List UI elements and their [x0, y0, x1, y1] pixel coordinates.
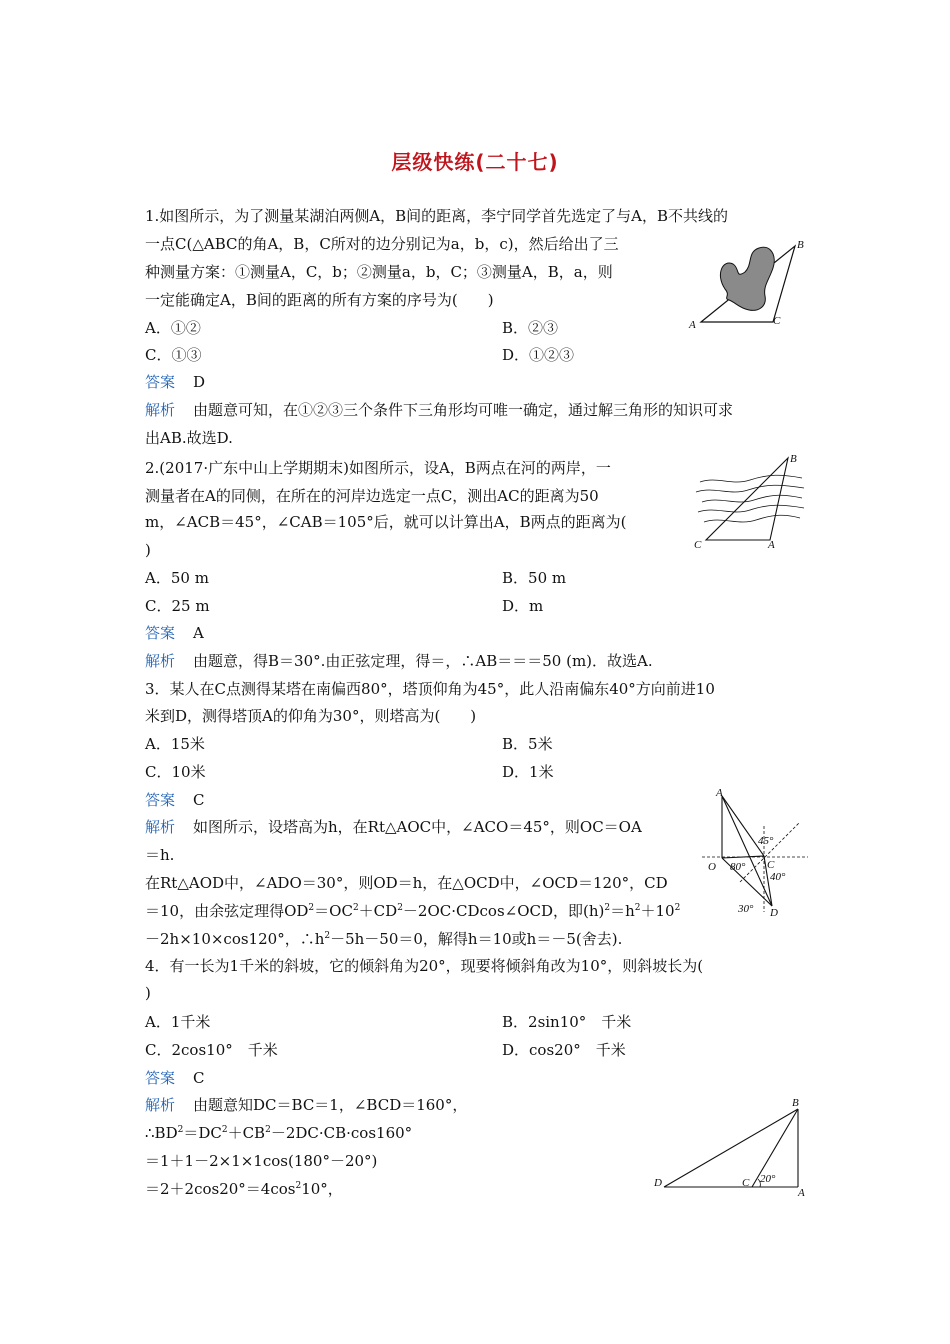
q1-analysis-line-2: 出AB.故选D.	[145, 429, 233, 447]
q4-option-b: B．2sin10° 千米	[502, 1013, 632, 1031]
analysis-label: 解析	[145, 401, 176, 419]
label-b: B	[790, 453, 797, 465]
question-1-line-4: 一定能确定A，B间的距离的所有方案的序号为( )	[145, 291, 494, 309]
question-1-line-3: 种测量方案：①测量A，C，b；②测量a，b，C；③测量A，B，a，则	[145, 263, 613, 281]
analysis-label: 解析	[145, 1096, 176, 1114]
q2-option-a: A．50 m	[145, 569, 209, 587]
label-o: O	[708, 861, 716, 873]
q4-analysis-line-1: 解析 由题意知DC＝BC＝1，∠BCD＝160°，	[145, 1096, 468, 1114]
angle-20: 20°	[760, 1173, 776, 1185]
q3-analysis-line-4: ＝10，由余弦定理得$OD^2=OC^2+CD^2-2OC\cdot CDcos\angle OCD$，即$(h)^2=h^2+10^2$	[145, 902, 681, 920]
answer-label: 答案	[145, 624, 176, 642]
answer-value: A	[193, 624, 204, 642]
q3-analysis-line-5: －2h×10×cos120°，$\therefore h^2-5h-50=0$，解得h＝10或h＝－5(舍去).	[145, 930, 623, 948]
q3-analysis-line-2: ＝h.	[145, 846, 175, 864]
q4-option-d: D．cos20° 千米	[502, 1041, 626, 1059]
q4-analysis-line-4: $=2+2\cos 20^\circ=4\cos^210^\circ$，	[145, 1180, 343, 1198]
answer-value: D	[193, 373, 206, 391]
angle-40: 40°	[770, 871, 786, 883]
q1-answer	[145, 372, 205, 392]
label-b: B	[792, 1097, 799, 1109]
q1-lake-figure	[685, 234, 815, 334]
question-1-line-1: 1.如图所示，为了测量某湖泊两侧A，B间的距离，李宁同学首先选定了与A，B不共线的	[145, 207, 729, 225]
q2-answer	[145, 623, 204, 643]
answer-label: 答案	[145, 373, 176, 391]
q3-tower-figure	[700, 786, 810, 918]
q3-analysis-line-3: 在Rt△AOD中，∠ADO＝30°，则OD＝h，在△OCD中，∠OCD＝120°，CD	[145, 874, 668, 892]
angle-80: 80°	[730, 861, 746, 873]
q2-option-d: D．m	[502, 597, 544, 615]
question-2-line-4: )	[145, 541, 151, 559]
q4-answer	[145, 1068, 205, 1088]
question-2-line-3: m，∠ACB＝45°，∠CAB＝105°后，就可以计算出A，B两点的距离为(	[145, 513, 627, 531]
q4-slope-figure	[652, 1094, 812, 1200]
q4-option-c: C．2cos10° 千米	[145, 1041, 278, 1059]
label-c: C	[773, 315, 781, 327]
label-c: C	[767, 859, 775, 871]
q3-option-b: B．5米	[502, 735, 553, 753]
label-a: A	[768, 539, 775, 551]
analysis-label: 解析	[145, 818, 176, 836]
question-3-line-1: 3．某人在C点测得某塔在南偏西80°，塔顶仰角为45°，此人沿南偏东40°方向前进10	[145, 680, 715, 698]
label-d: D	[654, 1177, 662, 1189]
q4-option-a: A．1千米	[145, 1013, 211, 1031]
question-2-line-1: 2.(2017·广东中山上学期期末)如图所示，设A，B两点在河的两岸，一	[145, 459, 611, 477]
q1-option-d: D．①②③	[502, 346, 575, 364]
q2-river-figure	[692, 452, 807, 552]
q4-analysis-line-3: ＝1＋1－2×1×1cos(180°－20°)	[145, 1152, 378, 1170]
label-c: C	[694, 539, 702, 551]
question-4-line-2: )	[145, 984, 151, 1002]
label-a: A	[798, 1187, 805, 1199]
q1-option-c: C．①③	[145, 346, 202, 364]
answer-label: 答案	[145, 1069, 176, 1087]
answer-label: 答案	[145, 791, 176, 809]
lake-shape	[720, 247, 774, 310]
q1-option-a: A．①②	[145, 319, 201, 337]
label-b: B	[797, 239, 804, 251]
q3-option-a: A．15米	[145, 735, 205, 753]
q3-answer	[145, 790, 205, 810]
q4-analysis-line-2: $\therefore BD^2=DC^2+CB^2-2DC\cdot CB\cdot\cos 160^\circ$	[145, 1124, 413, 1142]
q3-option-c: C．10米	[145, 763, 206, 781]
question-2-line-2: 测量者在A的同侧，在所在的河岸边选定一点C，测出AC的距离为50	[145, 487, 599, 505]
label-a: A	[689, 319, 696, 331]
triangle-abc	[706, 458, 788, 540]
q1-option-b: B．②③	[502, 319, 559, 337]
angle-30: 30°	[738, 903, 754, 915]
q2-option-b: B．50 m	[502, 569, 567, 587]
angle-45: 45°	[758, 835, 774, 847]
q1-analysis-line-1: 解析 由题意可知，在①②③三个条件下三角形均可唯一确定，通过解三角形的知识可求	[145, 401, 734, 419]
question-4-line-1: 4．有一长为1千米的斜坡，它的倾斜角为20°，现要将倾斜角改为10°，则斜坡长为(	[145, 957, 704, 975]
q2-option-c: C．25 m	[145, 597, 210, 615]
q3-option-d: D．1米	[502, 763, 554, 781]
answer-value: C	[193, 1069, 205, 1087]
label-d: D	[770, 907, 778, 919]
q3-analysis-line-1: 解析 如图所示，设塔高为h，在Rt△AOC中，∠ACO＝45°，则OC＝OA	[145, 818, 642, 836]
answer-value: C	[193, 791, 205, 809]
question-3-line-2: 米到D，测得塔顶A的仰角为30°，则塔高为( )	[145, 707, 477, 725]
label-a: A	[716, 787, 723, 799]
label-c: C	[742, 1177, 750, 1189]
question-1-line-2: 一点C(△ABC的角A，B，C所对的边分别记为a，b，c)，然后给出了三	[145, 235, 619, 253]
q2-analysis-line-1: 解析 由题意，得B＝30°.由正弦定理，得＝，∴AB＝＝＝50 (m)．故选A.	[145, 652, 653, 670]
analysis-label: 解析	[145, 652, 176, 670]
page-title: 层级快练(二十七)	[391, 150, 559, 174]
